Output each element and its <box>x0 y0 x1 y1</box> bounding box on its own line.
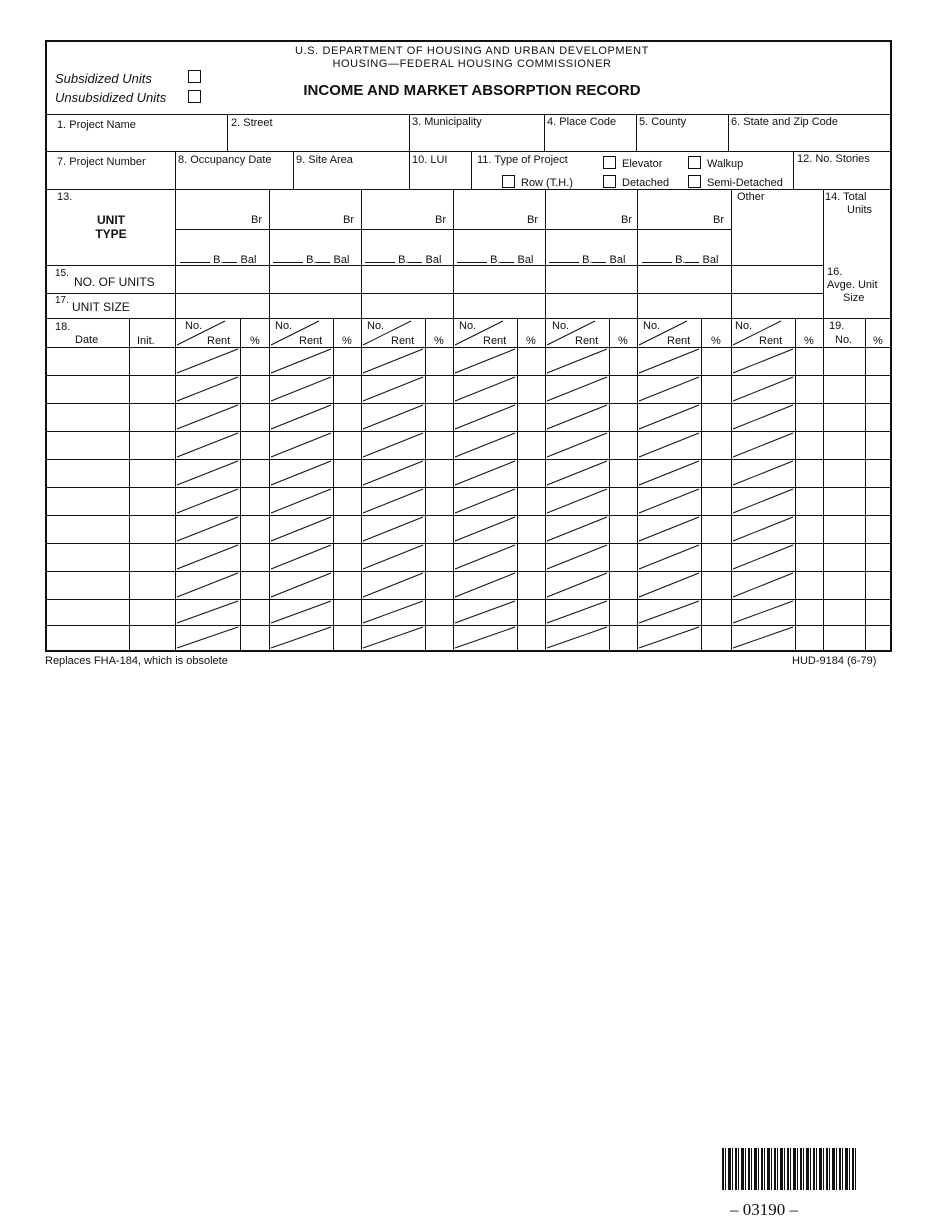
bal-label: Bal <box>333 254 350 266</box>
bal-label: Bal <box>609 254 626 266</box>
rent-header: Rent <box>759 335 783 347</box>
county-label: 5. County <box>639 116 687 128</box>
state-zip-label: 6. State and Zip Code <box>731 116 839 128</box>
pct-header: % <box>526 335 536 347</box>
rent-header: Rent <box>207 335 231 347</box>
col19-number: 19. <box>829 320 845 332</box>
b-label: B. <box>582 254 593 266</box>
lui-label: 10. LUI <box>412 154 448 166</box>
bal-label: Bal <box>702 254 719 266</box>
detached-label: Detached <box>622 177 670 189</box>
unit-size-label: UNIT SIZE <box>72 300 130 314</box>
place-code-label: 4. Place Code <box>547 116 617 128</box>
form-number: HUD-9184 (6-79) <box>792 655 877 667</box>
street-label: 2. Street <box>231 117 273 129</box>
col19-no-header: No. <box>835 334 853 346</box>
br-label: Br <box>621 214 632 226</box>
date-header: Date <box>75 334 99 346</box>
no-header: No. <box>367 320 385 332</box>
no-header: No. <box>735 320 753 332</box>
project-number-label: 7. Project Number <box>57 156 146 168</box>
no-header: No. <box>643 320 661 332</box>
pct-header: % <box>711 335 721 347</box>
avg-size-number: 16. <box>827 266 843 278</box>
rent-header: Rent <box>483 335 507 347</box>
num-units-label: NO. OF UNITS <box>74 275 155 289</box>
barcode <box>722 1148 857 1190</box>
unit-type-number: 13. <box>57 191 73 203</box>
pct-header: % <box>342 335 352 347</box>
no-header: No. <box>459 320 477 332</box>
project-name-label: 1. Project Name <box>57 119 136 131</box>
unit-size-number: 17. <box>55 295 69 306</box>
rent-header: Rent <box>667 335 691 347</box>
form-title: INCOME AND MARKET ABSORPTION RECORD <box>303 82 641 99</box>
commissioner-name: HOUSING—FEDERAL HOUSING COMMISSIONER <box>332 58 612 70</box>
avg-size-label-line2: Size <box>843 292 865 304</box>
unsubsidized-label: Unsubsidized Units <box>55 90 167 105</box>
municipality-label: 3. Municipality <box>412 116 482 128</box>
diagonal-strokes <box>47 42 890 650</box>
unit-type-label-line1: UNIT <box>97 213 125 227</box>
other-label: Other <box>737 191 765 203</box>
br-label: Br <box>343 214 354 226</box>
row-th-label: Row (T.H.) <box>521 177 573 189</box>
init-header: Init. <box>137 335 155 347</box>
page-id: – 03190 – <box>730 1200 798 1219</box>
col19-pct-header: % <box>873 335 883 347</box>
total-units-label-line2: Units <box>847 204 873 216</box>
br-label: Br <box>713 214 724 226</box>
rent-header: Rent <box>575 335 599 347</box>
b-label: B. <box>398 254 409 266</box>
b-label: B. <box>675 254 686 266</box>
subsidized-label: Subsidized Units <box>55 71 152 86</box>
b-label: B. <box>490 254 501 266</box>
b-label: B. <box>306 254 317 266</box>
elevator-label: Elevator <box>622 158 663 170</box>
type-of-project-label: 11. Type of Project <box>477 154 568 166</box>
no-header: No. <box>275 320 293 332</box>
br-label: Br <box>527 214 538 226</box>
site-area-label: 9. Site Area <box>296 154 353 166</box>
form-frame <box>45 40 892 652</box>
bal-label: Bal <box>425 254 442 266</box>
pct-header: % <box>618 335 628 347</box>
total-units-label-line1: 14. Total <box>825 191 867 203</box>
br-label: Br <box>251 214 262 226</box>
bal-label: Bal <box>240 254 257 266</box>
replaces-note: Replaces FHA-184, which is obsolete <box>45 655 228 667</box>
no-header: No. <box>552 320 570 332</box>
pct-header: % <box>804 335 814 347</box>
stories-label: 12. No. Stories <box>797 153 870 165</box>
pct-header: % <box>250 335 260 347</box>
avg-size-label-line1: Avge. Unit <box>827 279 878 291</box>
semi-detached-label: Semi-Detached <box>707 177 783 189</box>
walkup-label: Walkup <box>707 158 744 170</box>
date-number: 18. <box>55 321 71 333</box>
rent-header: Rent <box>299 335 323 347</box>
b-label: B. <box>213 254 224 266</box>
br-label: Br <box>435 214 446 226</box>
num-units-number: 15. <box>55 268 69 279</box>
bal-label: Bal <box>517 254 534 266</box>
pct-header: % <box>434 335 444 347</box>
occupancy-date-label: 8. Occupancy Date <box>178 154 272 166</box>
department-name: U.S. DEPARTMENT OF HOUSING AND URBAN DEVELOPMENT <box>295 45 649 57</box>
rent-header: Rent <box>391 335 415 347</box>
unit-type-label-line2: TYPE <box>95 227 127 241</box>
no-header: No. <box>185 320 203 332</box>
